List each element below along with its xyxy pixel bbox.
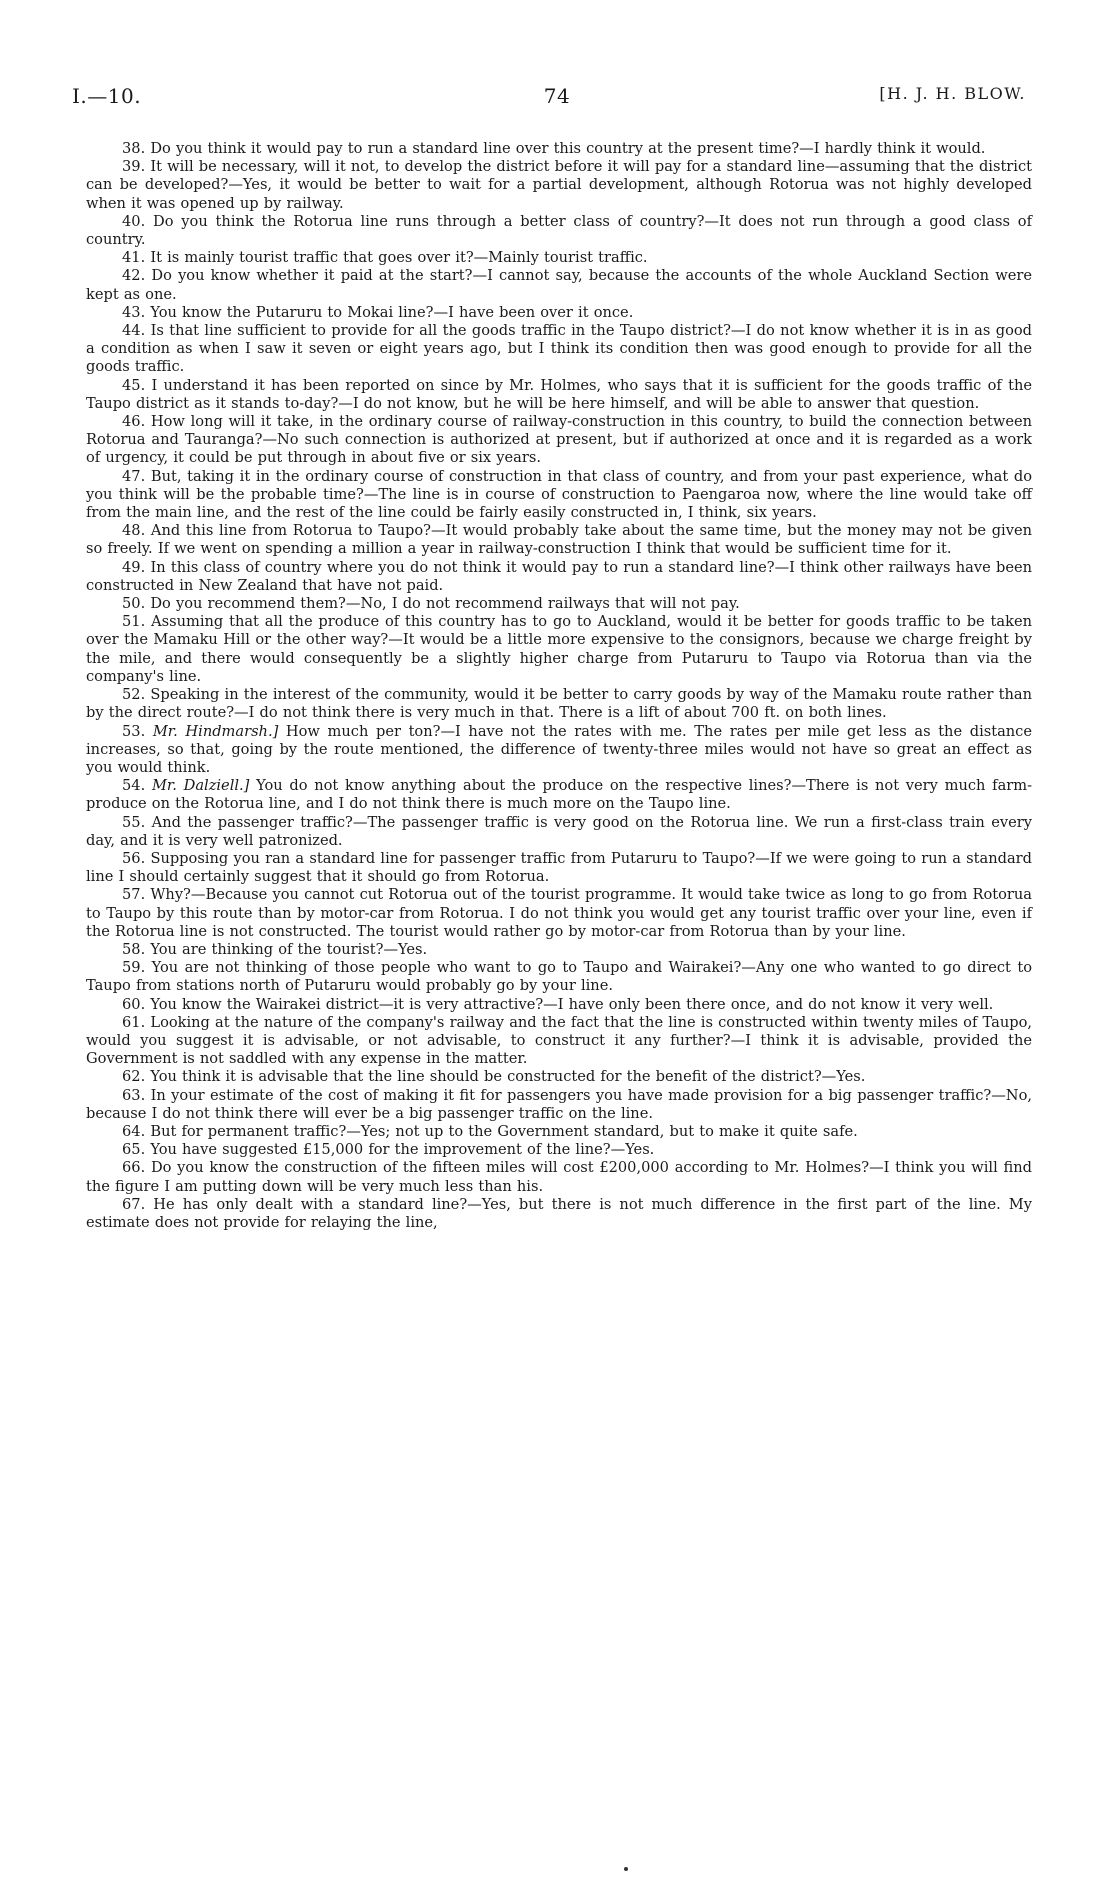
question-number: 54. bbox=[122, 777, 146, 795]
paragraph: 62. You think it is advisable that the line should be constructed for the benefit of the district?—Yes. bbox=[122, 1068, 866, 1086]
paragraph: 59. You are not thinking of those people who want to go to Taupo and Wairakei?—Any one who wanted to go direct to Taupo from stations north of Putaruru would probably go by your line. bbox=[86, 959, 1032, 995]
paragraph: 67. He has only dealt with a standard line?—Yes, but there is not much difference in the first part of the line. My estimate does not provide for relaying the line, bbox=[86, 1195, 1032, 1231]
speaker-name: Mr. Dalziell.] bbox=[151, 777, 250, 795]
paragraph: 47. But, taking it in the ordinary course of construction in that class of country, and from your past experience, what do you think will be the probable time?—The line is in course of construction to Paengaroa now, where the line would take off from the main line, and the rest of the line could be fairly easily constructed in, I think, six years. bbox=[86, 467, 1032, 522]
paragraph: 63. In your estimate of the cost of making it fit for passengers you have made provision for a big passenger traffic?—No, because I do not think there will ever be a big passenger traffic on the line. bbox=[86, 1086, 1032, 1122]
paragraph: 44. Is that line sufficient to provide for all the goods traffic in the Taupo district?—I do not know whether it is in as good a condition as when I saw it seven or eight years ago, but I think its condition then was good enough to provide for all the goods traffic. bbox=[86, 322, 1032, 376]
paragraph: 42. Do you know whether it paid at the start?—I cannot say, because the accounts of the whole Auckland Section were kept as one. bbox=[86, 267, 1032, 303]
paragraph: 66. Do you know the construction of the fifteen miles will cost £200,000 according to Mr. Holmes?—I think you will find the figure I am putting down will be very much less than his. bbox=[86, 1159, 1032, 1195]
paragraph: 60. You know the Wairakei district—it is very attractive?—I have only been there once, and do not know it very well. bbox=[122, 995, 994, 1013]
witness-name: [H. J. H. BLOW. bbox=[879, 84, 1026, 103]
paragraph: 39. It will be necessary, will it not, to develop the district before it will pay for a standard line—assuming that the district can be developed?—Yes, it would be better to wait for a partial development, although Rotorua was not highly developed when it was opened up by railway. bbox=[86, 158, 1032, 212]
paragraph: 52. Speaking in the interest of the community, would it be better to carry goods by way of the Mamaku route rather than by the direct route?—I do not think there is very much in that. There is a lift of about 700 ft. on both lines. bbox=[86, 686, 1032, 722]
paragraph: 38. Do you think it would pay to run a standard line over this country at the present time?—I hardly think it would. bbox=[122, 140, 986, 157]
paragraph: 58. You are thinking of the tourist?—Yes. bbox=[122, 940, 428, 958]
paragraph: 56. Supposing you ran a standard line for passenger traffic from Putaruru to Taupo?—If we were going to run a standard line I should certainly suggest that it should go from Rotorua. bbox=[86, 849, 1032, 886]
paragraph: 65. You have suggested £15,000 for the improvement of the line?—Yes. bbox=[122, 1141, 655, 1159]
page-number: 74 bbox=[543, 84, 571, 108]
paragraph: 64. But for permanent traffic?—Yes; not up to the Government standard, but to make it quite safe. bbox=[122, 1122, 858, 1140]
page-mark bbox=[624, 1867, 628, 1871]
paragraph: 43. You know the Putaruru to Mokai line?—I have been over it once. bbox=[122, 303, 634, 321]
paragraph: 49. In this class of country where you do not think it would pay to run a standard line?—I think other railways have been constructed in New Zealand that have not paid. bbox=[86, 558, 1032, 594]
paragraph: 54. Mr. Dalziell.] You do not know anything about the produce on the respective lines?—There is not very much farm-produce on the Rotorua line, and I do not think there is much more on the Taupo line. bbox=[86, 777, 1033, 813]
paragraph: 51. Assuming that all the produce of this country has to go to Auckland, would it be better for goods traffic to be taken over the Mamaku Hill or the other way?—It would be a little more expensive to the consignors, because we charge freight by the mile, and there would consequently be a slightly higher charge from Putaruru to Taupo via Rotorua than via the company's line. bbox=[86, 613, 1032, 685]
paragraph: 45. I understand it has been reported on since by Mr. Holmes, who says that it is sufficient for the goods traffic of the Taupo district as it stands to-day?—I do not know, but he will be here himself, and will be able to answer that question. bbox=[86, 376, 1032, 412]
paragraph: 61. Looking at the nature of the company's railway and the fact that the line is constructed within twenty miles of Taupo, would you suggest it is advisable, or not advisable, to construct it any further?—I think it is advisable, provided the Government is not saddled with any expense in the matter. bbox=[86, 1013, 1032, 1068]
paragraph: 40. Do you think the Rotorua line runs through a better class of country?—It does not run through a good class of country. bbox=[86, 212, 1032, 249]
paragraph: 53. Mr. Hindmarsh.] How much per ton?—I have not the rates with me. The rates per mile get less as the distance increases, so that, going by the route mentioned, the difference of twenty-three miles would not have so great an effect as you would think. bbox=[86, 722, 1032, 776]
paragraph: 50. Do you recommend them?—No, I do not recommend railways that will not pay. bbox=[122, 595, 740, 613]
report-code: I.—10. bbox=[72, 84, 142, 108]
paragraph: 41. It is mainly tourist traffic that goes over it?—Mainly tourist traffic. bbox=[122, 249, 648, 267]
paragraph: 55. And the passenger traffic?—The passenger traffic is very good on the Rotorua line. We run a first-class train every day, and it is very well patronized. bbox=[86, 813, 1032, 849]
paragraph: 57. Why?—Because you cannot cut Rotorua out of the tourist programme. It would take twice as long to go from Rotorua to Taupo by this route than by motor-car from Rotorua. I do not think you would get any tourist traffic over your line, even if the Rotorua line is not constructed. The tourist would rather go by motor-car from Rotorua than by your line. bbox=[86, 886, 1032, 940]
question-number: 53. bbox=[122, 722, 146, 740]
speaker-name: Mr. Hindmarsh.] bbox=[152, 722, 279, 740]
testimony-body bbox=[86, 140, 1032, 1232]
paragraph: 46. How long will it take, in the ordinary course of railway-construction in this country, to build the connection between Rotorua and Tauranga?—No such connection is authorized at present, but if authorized at once and it is regarded as a work of urgency, it could be put through in about five or six years. bbox=[86, 413, 1032, 467]
paragraph: 48. And this line from Rotorua to Taupo?—It would probably take about the same time, but the money may not be given so freely. If we went on spending a million a year in railway-construction I think that would be sufficient time for it. bbox=[86, 522, 1032, 558]
